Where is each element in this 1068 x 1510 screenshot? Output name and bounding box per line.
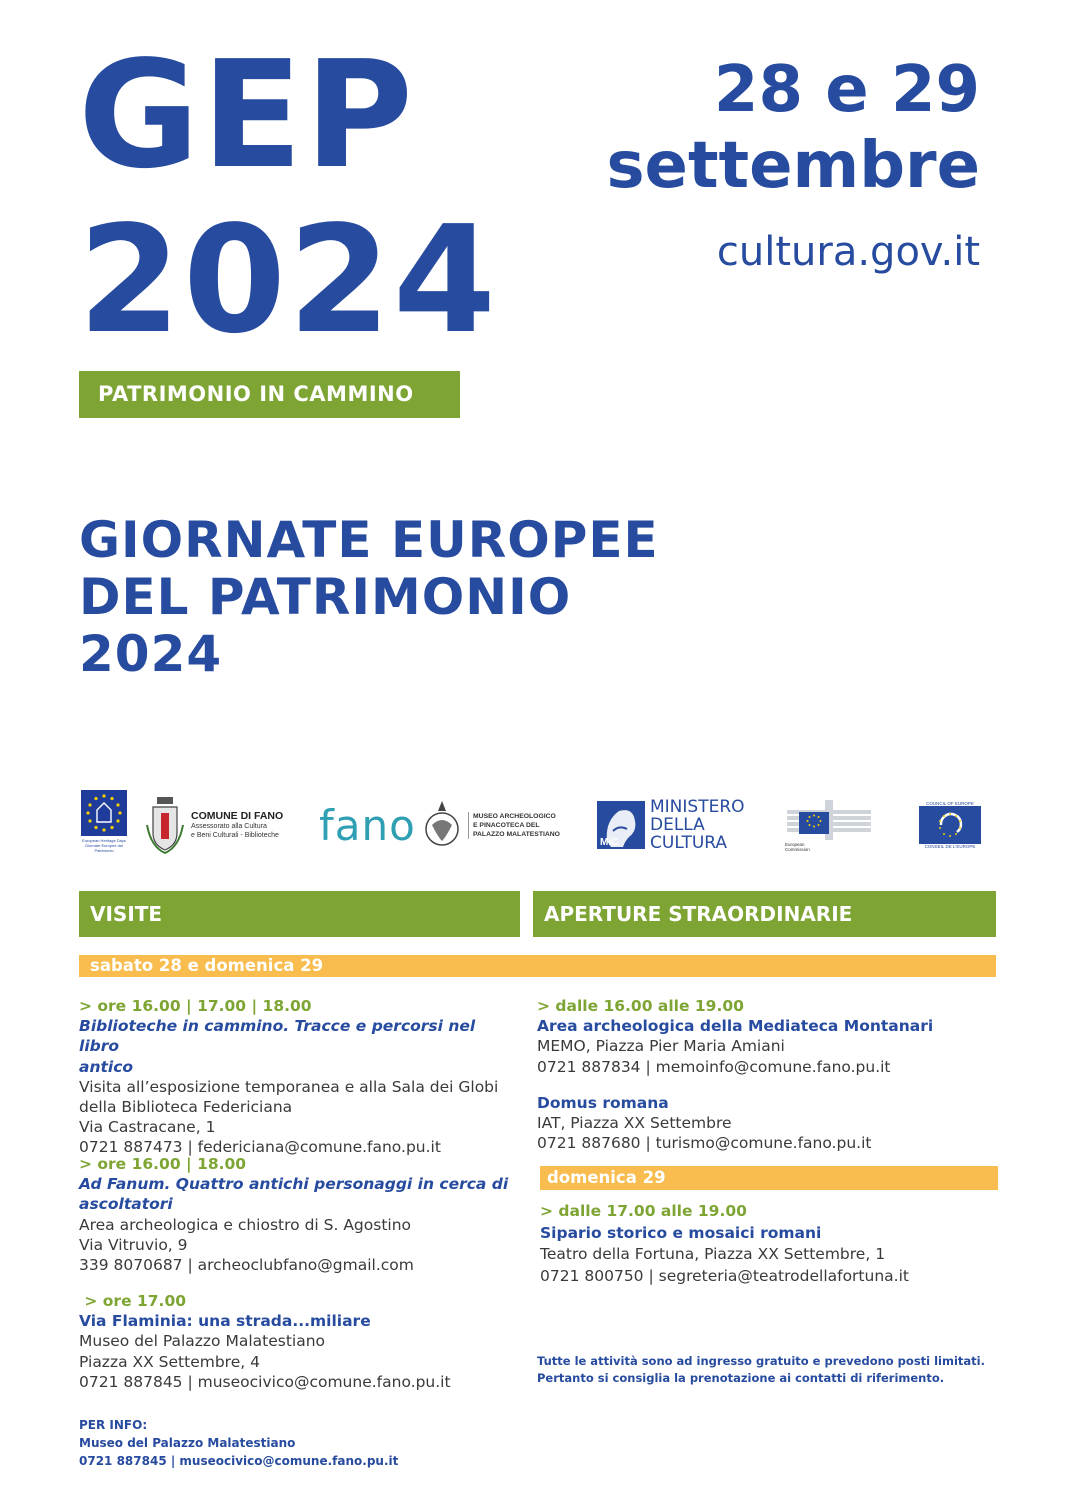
dates-line-2: settembre [606,129,980,203]
visit-title-2: antico [79,1057,134,1076]
opening-contact[interactable]: 0721 887834 | memoinfo@comune.fano.pu.it [537,1057,891,1076]
city-crest-icon [145,795,185,855]
opening-place: IAT, Piazza XX Settembre [537,1114,732,1133]
visit-title-1: Ad Fanum. Quattro antichi personaggi in cerca di [79,1175,509,1194]
mic-line-1: MINISTERO [650,797,745,817]
visit-title-1: Biblioteche in cammino. Tracce e percorsi nel libro [79,1017,476,1056]
opening-title: Domus romana [537,1094,669,1112]
free-entry-note [537,1353,997,1386]
visit-desc-2: della Biblioteca Federiciana [79,1098,293,1117]
ec-caption-1: European [785,842,805,847]
visit-time: > ore 16.00 | 18.00 [79,1155,247,1173]
visit-address: Via Vitruvio, 9 [79,1235,188,1254]
page-title [79,512,659,683]
visit-desc-1: Area archeologica e chiostro di S. Agostino [79,1215,412,1234]
opening-item [537,996,992,1077]
visit-contact[interactable]: 0721 887473 | federiciana@comune.fano.pu.it [79,1138,441,1157]
visit-item [79,1154,519,1275]
opening-time: > dalle 17.00 alle 19.00 [540,1202,747,1220]
fano-wordmark: fano [319,800,416,850]
museo-line-2: E PINACOTECA DEL [473,821,540,829]
title-line-1: GIORNATE EUROPEE [79,511,659,569]
fano-brand-logo [319,790,416,860]
visit-desc-1: Museo del Palazzo Malatestiano [79,1332,326,1351]
european-heritage-days-logo [79,790,129,860]
dates-line-1: 28 e 29 [713,53,980,127]
opening-contact[interactable]: 0721 800750 | segreteria@teatrodellafortuna.it [540,1266,909,1285]
visit-item [79,996,519,1158]
visit-contact[interactable]: 0721 887845 | museocivico@comune.fano.pu.it [79,1372,451,1391]
museo-line-1: MUSEO ARCHEOLOGICO [473,812,556,820]
opening-item [537,1093,992,1154]
tagline-badge: PATRIMONIO IN CAMMINO [79,371,460,418]
european-commission-logo [785,790,875,860]
opening-item [540,1201,995,1287]
comune-sub-2: e Beni Culturali - Biblioteche [191,832,279,839]
year-logo-text: 2024 [78,194,498,366]
ehd-caption-2: Giornate Europee del Patrimonio [84,843,124,853]
title-line-3: 2024 [79,625,223,683]
section-visits-header: VISITE [79,891,520,937]
visit-title-1: Via Flaminia: una strada...miliare [79,1312,371,1331]
visit-address: Via Castracane, 1 [79,1118,216,1137]
ehd-flag-icon [81,790,127,836]
museum-emblem-icon [422,797,462,853]
opening-title: Area archeologica della Mediateca Montanari [537,1017,934,1036]
ec-caption-2: Commission [785,847,810,852]
visit-time: > ore 17.00 [79,1292,187,1310]
visit-title-2: ascoltatori [79,1195,173,1214]
visit-time: > ore 16.00 | 17.00 | 18.00 [79,997,312,1015]
ec-building-icon [785,798,873,842]
info-label: PER INFO: [79,1418,148,1432]
info-contact[interactable]: 0721 887845 | museocivico@comune.fano.pu.it [79,1454,399,1468]
coe-flag-icon [919,806,981,844]
note-line-2: Pertanto si consiglia la prenotazione ai contatti di riferimento. [537,1370,945,1385]
comune-di-fano-logo [145,790,295,860]
title-line-2: DEL PATRIMONIO [79,568,572,626]
mic-badge [597,801,645,849]
visit-contact[interactable]: 339 8070687 | archeoclubfano@gmail.com [79,1256,414,1275]
council-of-europe-logo [919,790,981,860]
info-place: Museo del Palazzo Malatestiano [79,1436,296,1450]
mic-line-3: CULTURA [650,833,728,853]
ehd-caption-1: European Heritage Days [82,838,126,843]
info-block [79,1416,519,1470]
note-line-1: Tutte le attività sono ad ingresso gratuito e prevedono posti limitati. [537,1354,985,1368]
opening-place: Teatro della Fortuna, Piazza XX Settembre, 1 [540,1245,886,1263]
partner-logos [79,790,991,860]
opening-title: Sipario storico e mosaici romani [540,1223,822,1242]
mic-line-2: DELLA [650,815,705,835]
comune-title: COMUNE DI FANO [191,810,284,822]
museo-archeologico-logo [422,790,572,860]
opening-place: MEMO, Piazza Pier Maria Amiani [537,1037,785,1056]
event-dates [606,52,980,204]
coe-bottom-caption: CONSEIL DE L'EUROPE [924,844,976,849]
comune-sub-1: Assessorato alla Cultura [191,823,267,830]
museo-line-3: PALAZZO MALATESTIANO [473,830,560,838]
gep-logo-text: GEP [78,29,416,201]
section-openings-header: APERTURE STRAORDINARIE [533,891,996,937]
visit-item [79,1291,519,1392]
website-link[interactable]: cultura.gov.it [716,229,980,275]
visit-address: Piazza XX Settembre, 4 [79,1352,260,1371]
ministero-cultura-logo [597,790,752,860]
coe-top-caption: COUNCIL OF EUROPE [926,801,974,806]
mic-badge-text: MiC [600,837,619,848]
day-bar-both: sabato 28 e domenica 29 [79,955,996,977]
day-bar-sunday: domenica 29 [540,1166,998,1190]
opening-contact[interactable]: 0721 887680 | turismo@comune.fano.pu.it [537,1134,872,1153]
visit-desc-1: Visita all’esposizione temporanea e alla Sala dei Globi [79,1077,499,1096]
opening-time: > dalle 16.00 alle 19.00 [537,997,744,1015]
